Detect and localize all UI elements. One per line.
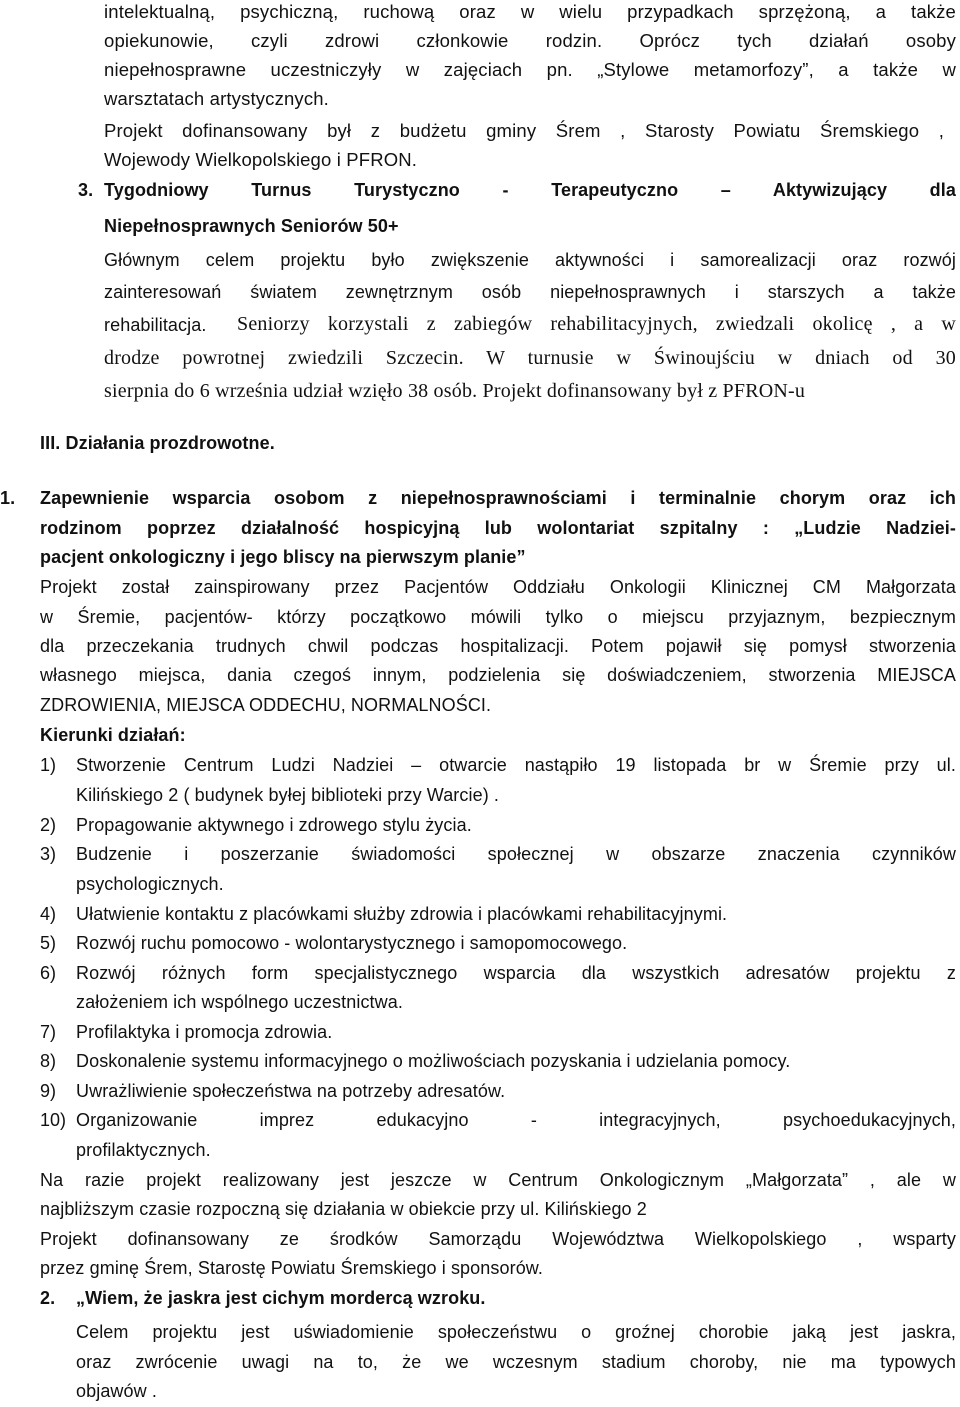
list-item: Uwrażliwienie społeczeństwa na potrzeby adresatów. (76, 1081, 506, 1101)
text-line: oraz zwrócenie uwagi na to, że we wczesnym stadium choroby, nie ma typowych (76, 1352, 956, 1372)
text-line: Seniorzy korzystali z zabiegów rehabilitacyjnych, zwiedzali okolicę , a w (237, 313, 956, 335)
list-item: Kilińskiego 2 ( budynek byłej biblioteki przy Warcie) . (76, 785, 500, 805)
list-item: Rozwój różnych form specjalistycznego wsparcia dla wszystkich adresatów projektu z (76, 963, 956, 983)
list-number: 9) (40, 1081, 57, 1101)
text-line: Projekt dofinansowany ze środków Samorządu Województwa Wielkopolskiego , wsparty (40, 1229, 956, 1249)
text-line: zainteresowań światem zewnętrznym osób niepełnosprawnych i starszych a także (104, 282, 956, 302)
chapter-heading: III. Działania prozdrowotne. (40, 433, 275, 453)
list-item: założeniem ich wspólnego uczestnictwa. (76, 992, 403, 1012)
section-title: Tygodniowy Turnus Turystyczno - Terapeutyczno – Aktywizujący dla (104, 180, 956, 200)
text-line: intelektualną, psychiczną, ruchową oraz w wielu przypadkach sprzężoną, a także (104, 1, 956, 22)
list-number: 1) (40, 755, 57, 775)
list-item: Propagowanie aktywnego i zdrowego stylu życia. (76, 815, 472, 835)
list-item: Organizowanie imprez edukacyjno - integracyjnych, psychoedukacyjnych, (76, 1110, 956, 1130)
text-line: najbliższym czasie rozpoczną się działania w obiekcie przy ul. Kilińskiego 2 (40, 1199, 647, 1219)
text-line: opiekunowie, czyli zdrowi członkowie rodzin. Oprócz tych działań osoby (104, 30, 956, 51)
list-number: 3) (40, 844, 57, 864)
item-title: rodzinom poprzez działalność hospicyjną lub wolontariat szpitalny : „Ludzie Nadziei- (40, 518, 956, 538)
text-line: ZDROWIENIA, MIEJSCA ODDECHU, NORMALNOŚCI. (40, 695, 492, 715)
text-line: Wojewody Wielkopolskiego i PFRON. (104, 149, 418, 170)
list-item: Rozwój ruchu pomocowo - wolontarystycznego i samopomocowego. (76, 933, 628, 953)
section-title: Niepełnosprawnych Seniorów 50+ (104, 216, 399, 236)
list-item: psychologicznych. (76, 874, 224, 894)
item-title: pacjent onkologiczny i jego bliscy na pierwszym planie” (40, 547, 526, 567)
list-number: 8) (40, 1051, 57, 1071)
text-line: Na razie projekt realizowany jest jeszcze w Centrum Onkologicznym „Małgorzata” , ale w (40, 1170, 956, 1190)
text-line: Projekt dofinansowany był z budżetu gminy Śrem , Starosty Powiatu Śremskiego , (104, 120, 944, 141)
text-line: sierpnia do 6 września udział wzięło 38 osób. Projekt dofinansowany był z PFRON-u (104, 380, 806, 402)
text-line: Projekt został zainspirowany przez Pacjentów Oddziału Onkologii Klinicznej CM Małgorzata (40, 577, 956, 597)
item-title: Zapewnienie wsparcia osobom z niepełnosprawnościami i terminalnie chorym oraz ich (40, 488, 956, 508)
list-item: Profilaktyka i promocja zdrowia. (76, 1022, 333, 1042)
text-line: własnego miejsca, dania czegoś innym, podzielenia się doświadczeniem, stworzenia MIEJSCA (40, 665, 956, 685)
list-number: 5) (40, 933, 57, 953)
text-line: w Śremie, pacjentów- którzy początkowo mówili tylko o miejscu przyjaznym, bezpiecznym (40, 607, 956, 627)
text-line: Głównym celem projektu było zwiększenie aktywności i samorealizacji oraz rozwój (104, 250, 956, 270)
text-line: warsztatach artystycznych. (104, 88, 329, 109)
text-line: objawów . (76, 1381, 157, 1401)
list-item: Ułatwienie kontaktu z placówkami służby zdrowia i placówkami rehabilitacyjnymi. (76, 904, 728, 924)
list-number: 2) (40, 815, 57, 835)
text-line: niepełnosprawne uczestniczyły w zajęciach pn. „Stylowe metamorfozy”, a także w (104, 59, 956, 80)
list-number: 6) (40, 963, 57, 983)
text-line: rehabilitacja. (104, 315, 207, 335)
item-title: „Wiem, że jaskra jest cichym mordercą wzroku. (76, 1288, 486, 1308)
list-item: profilaktycznych. (76, 1140, 211, 1160)
list-number: 10) (40, 1110, 67, 1130)
section-number: 3. (78, 180, 94, 200)
item-number: 2. (40, 1288, 56, 1308)
list-number: 7) (40, 1022, 57, 1042)
list-item: Stworzenie Centrum Ludzi Nadziei – otwarcie nastąpiło 19 listopada br w Śremie przy ul. (76, 755, 956, 775)
list-number: 4) (40, 904, 57, 924)
text-line: drodze powrotnej zwiedzili Szczecin. W turnusie w Świnoujściu w dniach od 30 (104, 347, 956, 369)
list-item: Doskonalenie systemu informacyjnego o możliwościach pozyskania i udzielania pomocy. (76, 1051, 791, 1071)
directions-heading: Kierunki działań: (40, 725, 186, 745)
text-line: przez gminę Śrem, Starostę Powiatu Śremskiego i sponsorów. (40, 1258, 544, 1278)
item-number: 1. (0, 488, 16, 508)
text-line: Celem projektu jest uświadomienie społeczeństwu o groźnej chorobie jaką jest jaskra, (76, 1322, 956, 1342)
list-item: Budzenie i poszerzanie świadomości społecznej w obszarze znaczenia czynników (76, 844, 956, 864)
text-line: dla przeczekania trudnych chwil podczas hospitalizacji. Potem pojawił się pomysł stworzenia (40, 636, 956, 656)
